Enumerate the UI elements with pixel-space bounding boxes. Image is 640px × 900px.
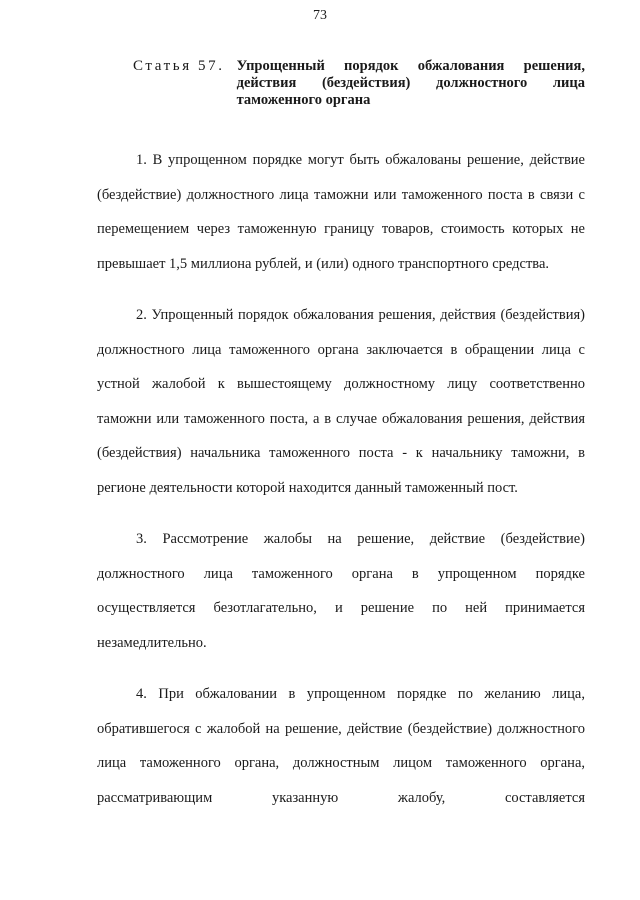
paragraph-1: 1. В упрощенном порядке могут быть обжалованы решение, действие (бездействие) должностного лица таможни или таможенного поста в связи с перемещением через таможенную границу товаров, стоимость которых не превышает 1,5 миллиона рублей, и (или) одного транспортного средства. [97,152,585,272]
paragraph-2: 2. Упрощенный порядок обжалования решения, действия (бездействия) должностного лица таможенного органа заключается в обращении лица с устной жалобой к вышестоящему должностному лицу соответственно таможни или таможенного поста, а в случае обжалования решения, действия (бездействия) начальника таможенного поста - к начальнику таможни, в регионе деятельности которой находится данный таможенный пост. [97,307,585,496]
article-title: Упрощенный порядок обжалования решения, действия (бездействия) должностного лица таможенного органа [236,58,585,108]
paragraph-4: 4. При обжаловании в упрощенном порядке по желанию лица, обратившегося с жалобой на решение, действие (бездействие) должностного лица таможенного органа, должностным лицом таможенного органа, рассматривающим указанную жалобу, составляется [97,686,585,806]
paragraph-3: 3. Рассмотрение жалобы на решение, действие (бездействие) должностного лица таможенного органа в упрощенном порядке осуществляется безотлагательно, и решение по ней принимается незамедлительно. [97,531,585,651]
article-label: Статья 57. [133,58,225,74]
article-header [133,58,585,109]
article-body [97,143,585,815]
page-number: 73 [313,8,327,23]
